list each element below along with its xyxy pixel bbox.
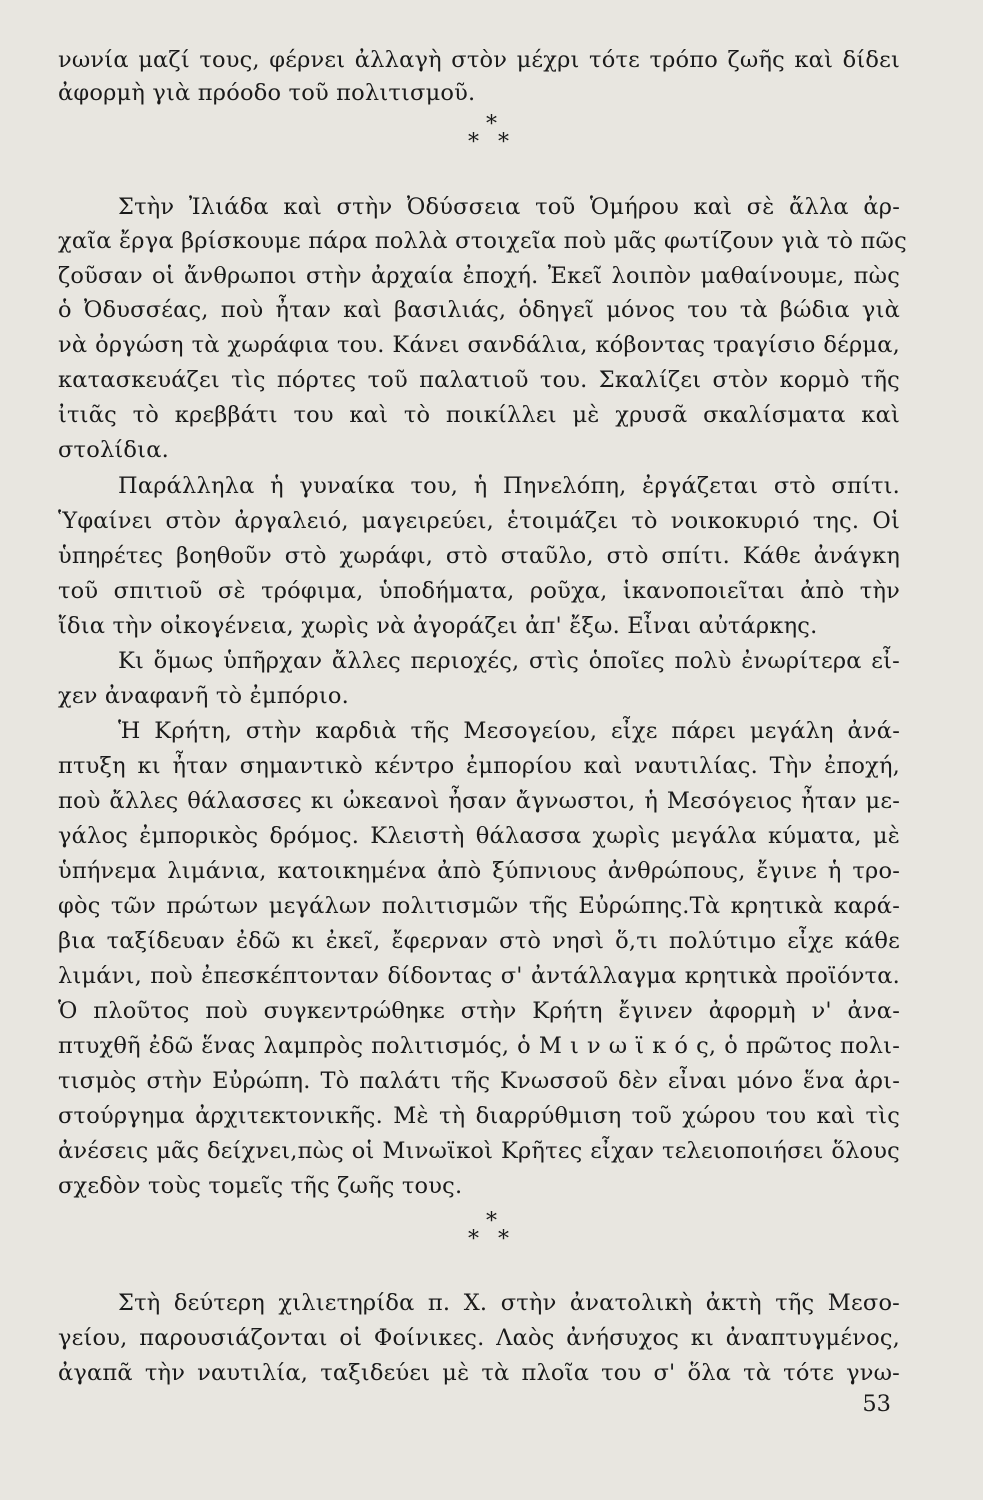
text-line: λιμάνι, ποὺ ἐπεσκέπτονταν δίδοντας σ' ἀντάλλαγμα κρητικὰ προϊόντα. [58, 963, 900, 989]
text-line: ἰτιᾶς τὸ κρεββάτι του καὶ τὸ ποικίλλει μὲ χρυσᾶ σκαλίσματα καὶ [58, 402, 900, 428]
text-line: Ὁ πλοῦτος ποὺ συγκεντρώθηκε στὴν Κρήτη ἔγινεν ἀφορμὴ ν' ἀνα- [58, 998, 900, 1024]
text-line: στολίδια. [58, 437, 169, 463]
text-line: ποὺ ἄλλες θάλασσες κι ὠκεανοὶ ἦσαν ἄγνωστοι, ἡ Μεσόγειος ἦταν με- [58, 788, 900, 814]
text-line: χαῖα ἔργα βρίσκουμε πάρα πολλὰ στοιχεῖα ποὺ μᾶς φωτίζουν γιὰ τὸ πῶς [58, 228, 907, 254]
text-line: Ἡ Κρήτη, στὴν καρδιὰ τῆς Μεσογείου, εἶχε πάρει μεγάλη ἀνά- [118, 718, 900, 744]
text-line: πτυχθῆ ἐδῶ ἕνας λαμπρὸς πολιτισμός, ὁ Μ ι ν ω ϊ κ ό ς, ὁ πρῶτος πολι- [58, 1033, 900, 1059]
text-line: κατασκευάζει τὶς πόρτες τοῦ παλατιοῦ του. Σκαλίζει στὸν κορμὸ τῆς [58, 367, 900, 393]
page-number: 53 [862, 1391, 891, 1417]
text-line: ἀφορμὴ γιὰ πρόοδο τοῦ πολιτισμοῦ. [58, 80, 476, 106]
text-line: ὁ Ὀδυσσέας, ποὺ ἦταν καὶ βασιλιάς, ὁδηγεῖ μόνος του τὰ βώδια γιὰ [58, 297, 900, 323]
separator-stars: * * [468, 130, 515, 155]
text-line: στούργημα ἀρχιτεκτονικῆς. Μὲ τὴ διαρρύθμιση τοῦ χώρου του καὶ τὶς [58, 1103, 900, 1129]
text-line: ὑπήνεμα λιμάνια, κατοικημένα ἀπὸ ξύπνιους ἀνθρώπους, ἔγινε ἡ τρο- [58, 858, 900, 884]
section-separator [0, 1209, 983, 1252]
text-line: Ὑφαίνει στὸν ἀργαλειό, μαγειρεύει, ἑτοιμάζει τὸ νοικοκυριό της. Οἱ [58, 508, 900, 534]
text-line: ἀνέσεις μᾶς δείχνει,πὼς οἱ Μινωϊκοὶ Κρῆτες εἶχαν τελειοποιήσει ὅλους [58, 1138, 900, 1164]
text-line: τοῦ σπιτιοῦ σὲ τρόφιμα, ὑποδήματα, ροῦχα, ἱκανοποιεῖται ἀπὸ τὴν [58, 578, 900, 604]
text-line: πτυξη κι ἦταν σημαντικὸ κέντρο ἐμπορίου καὶ ναυτιλίας. Τὴν ἐποχή, [58, 753, 900, 779]
separator-star: * [486, 1209, 497, 1234]
text-line: ἴδια τὴν οἰκογένεια, χωρὶς νὰ ἀγοράζει ἀπ' ἔξω. Εἶναι αὐτάρκης. [58, 613, 818, 639]
text-line: τισμὸς στὴν Εὐρώπη. Τὸ παλάτι τῆς Κνωσσοῦ δὲν εἶναι μόνο ἕνα ἀρι- [58, 1068, 900, 1094]
separator-star: * [486, 112, 497, 137]
text-line: φὸς τῶν πρώτων μεγάλων πολιτισμῶν τῆς Εὐρώπης.Τὰ κρητικὰ καρά- [58, 893, 900, 919]
text-line: Στὴ δεύτερη χιλιετηρίδα π. Χ. στὴν ἀνατολικὴ ἀκτὴ τῆς Μεσο- [118, 1290, 900, 1316]
text-line: ζοῦσαν οἱ ἄνθρωποι στὴν ἀρχαία ἐποχή. Ἐκεῖ λοιπὸν μαθαίνουμε, πὼς [58, 263, 900, 289]
text-line: νὰ ὀργώση τὰ χωράφια του. Κάνει σανδάλια, κόβοντας τραγίσιο δέρμα, [58, 332, 900, 358]
text-line: χεν ἀναφανῆ τὸ ἐμπόριο. [58, 683, 349, 709]
text-line: γάλος ἐμπορικὸς δρόμος. Κλειστὴ θάλασσα χωρὶς μεγάλα κύματα, μὲ [58, 823, 900, 849]
text-line: βια ταξίδευαν ἐδῶ κι ἐκεῖ, ἔφερναν στὸ νησὶ ὅ,τι πολύτιμο εἶχε κάθε [58, 928, 900, 954]
text-line: νωνία μαζί τους, φέρνει ἀλλαγὴ στὸν μέχρι τότε τρόπο ζωῆς καὶ δίδει [58, 47, 900, 73]
section-separator [0, 112, 983, 155]
text-line: Παράλληλα ἡ γυναίκα του, ἡ Πηνελόπη, ἐργάζεται στὸ σπίτι. [118, 473, 900, 499]
text-line: γείου, παρουσιάζονται οἱ Φοίνικες. Λαὸς ἀνήσυχος κι ἀναπτυγμένος, [58, 1325, 900, 1351]
text-line: Στὴν Ἰλιάδα καὶ στὴν Ὀδύσσεια τοῦ Ὁμήρου καὶ σὲ ἄλλα ἀρ- [118, 194, 900, 220]
text-line: ὑπηρέτες βοηθοῦν στὸ χωράφι, στὸ σταῦλο, στὸ σπίτι. Κάθε ἀνάγκη [58, 543, 900, 569]
text-line: ἀγαπᾶ τὴν ναυτιλία, ταξιδεύει μὲ τὰ πλοῖα του σ' ὅλα τὰ τότε γνω- [58, 1360, 900, 1386]
text-line: σχεδὸν τοὺς τομεῖς τῆς ζωῆς τους. [58, 1173, 463, 1199]
text-line: Κι ὅμως ὑπῆρχαν ἄλλες περιοχές, στὶς ὁποῖες πολὺ ἐνωρίτερα εἶ- [118, 648, 900, 674]
separator-stars: * * [468, 1227, 515, 1252]
